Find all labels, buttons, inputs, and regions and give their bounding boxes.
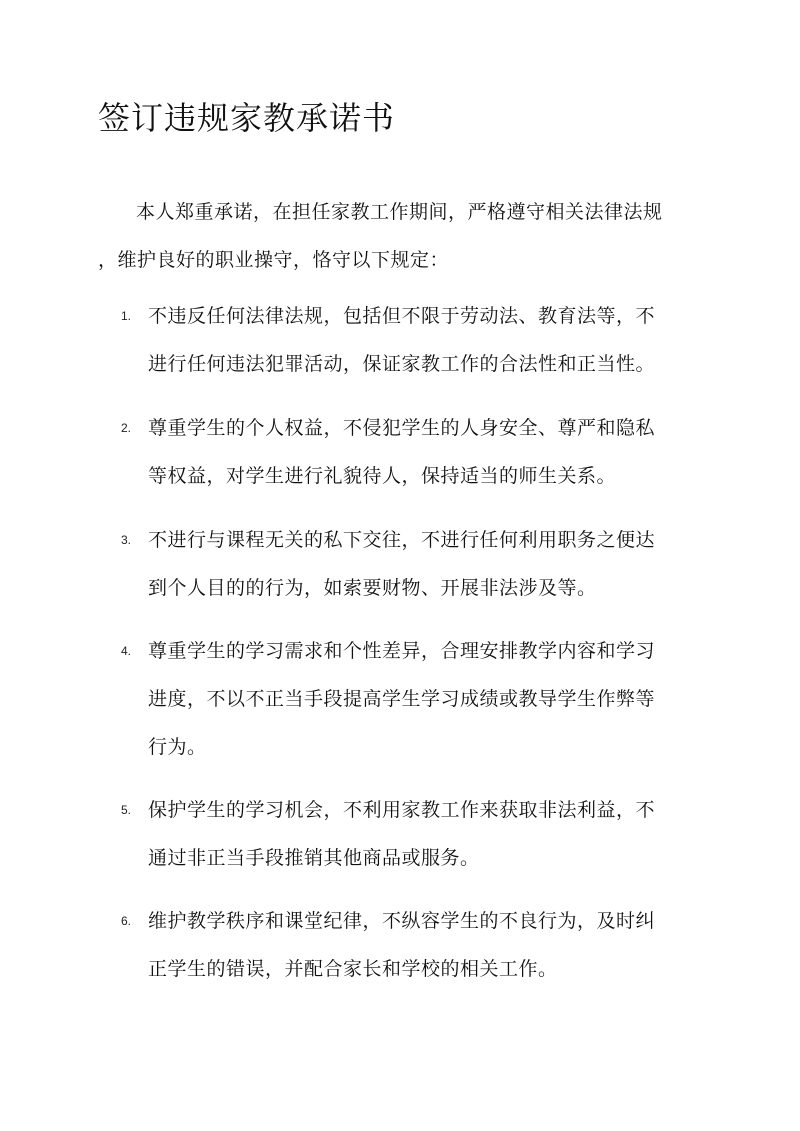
item-number: 1.: [121, 309, 132, 323]
item-line: 进行任何违法犯罪活动，保证家教工作的合法性和正当性。: [148, 353, 656, 375]
item-number: 5.: [121, 803, 132, 817]
item-text: [148, 786, 708, 882]
intro-line: ，维护良好的职业操守，恪守以下规定：: [98, 249, 450, 271]
item-number: 4.: [121, 644, 132, 658]
item-line: 不违反任何法律法规，包括但不限于劳动法、教育法等，不: [148, 305, 656, 327]
item-line: 通过非正当手段推销其他商品或服务。: [148, 847, 480, 869]
document-title: 签订违规家教承诺书: [98, 99, 396, 137]
item-text: [148, 897, 708, 993]
item-text: [148, 516, 708, 612]
item-text: [148, 627, 708, 771]
item-text: [148, 292, 708, 388]
item-line: 到个人目的的行为，如索要财物、开展非法涉及等。: [148, 577, 597, 599]
item-line: 尊重学生的个人权益，不侵犯学生的人身安全、尊严和隐私: [148, 417, 656, 439]
item-number: 2.: [121, 421, 132, 435]
item-number: 6.: [121, 914, 132, 928]
item-text: [148, 404, 708, 500]
item-line: 进度，不以不正当手段提高学生学习成绩或教导学生作弊等: [148, 688, 656, 710]
item-line: 不进行与课程无关的私下交往，不进行任何利用职务之便达: [148, 529, 656, 551]
item-line: 正学生的错误，并配合家长和学校的相关工作。: [148, 958, 558, 980]
item-line: 维护教学秩序和课堂纪律，不纵容学生的不良行为，及时纠: [148, 910, 656, 932]
item-line: 行为。: [148, 736, 207, 758]
intro-line: 本人郑重承诺，在担任家教工作期间，严格遵守相关法律法规: [136, 201, 663, 223]
item-line: 尊重学生的学习需求和个性差异，合理安排教学内容和学习: [148, 640, 656, 662]
item-line: 保护学生的学习机会，不利用家教工作来获取非法利益，不: [148, 799, 656, 821]
item-number: 3.: [121, 533, 132, 547]
item-line: 等权益，对学生进行礼貌待人，保持适当的师生关系。: [148, 465, 617, 487]
intro-paragraph: [98, 188, 718, 284]
